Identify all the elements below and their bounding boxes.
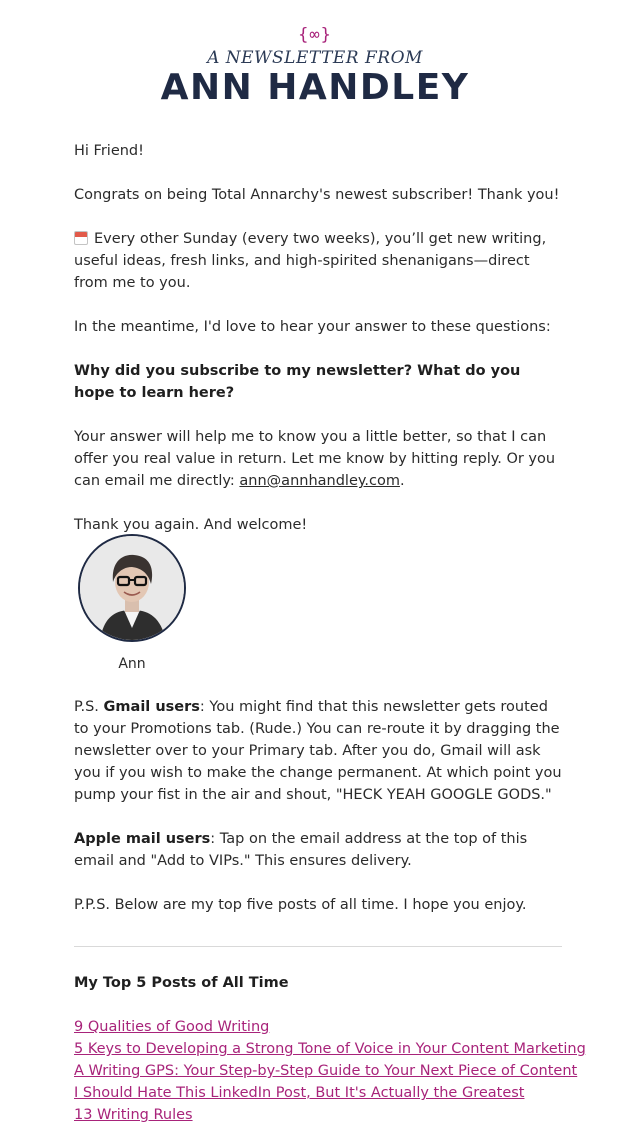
- greeting: Hi Friend!: [74, 143, 144, 159]
- post-link[interactable]: 13 Writing Rules: [74, 1107, 193, 1123]
- section-divider: [74, 946, 562, 947]
- thanks-text: Thank you again. And welcome!: [74, 517, 308, 533]
- meantime-text: In the meantime, I'd love to hear your answer to these questions:: [74, 319, 551, 335]
- answer-text: Your answer will help me to know you a little better, so that I can offer you real value in return. Let me know by hitting reply. Or you can email me directly:: [74, 429, 556, 489]
- calendar-icon: [74, 231, 88, 245]
- email-body: [74, 140, 562, 558]
- email-link[interactable]: ann@annhandley.com: [239, 473, 400, 489]
- post-link[interactable]: A Writing GPS: Your Step-by-Step Guide to Your Next Piece of Content: [74, 1063, 578, 1079]
- apple-label: Apple mail users: [74, 831, 211, 847]
- congrats-text: Congrats on being Total Annarchy's newest subscriber! Thank you!: [74, 187, 560, 203]
- signature-block: [76, 534, 188, 674]
- signature-name: Ann: [118, 656, 146, 672]
- postscript-section: [74, 696, 562, 938]
- gmail-label: Gmail users: [103, 699, 200, 715]
- glasses-logo-icon: {∞}: [298, 25, 332, 45]
- newsletter-tagline: A NEWSLETTER FROM: [207, 48, 423, 68]
- gmail-text: : You might find that this newsletter gets routed to your Promotions tab. (Rude.) You can re-route it by dragging the newsletter over to your Primary tab. After you do, Gmail will ask you if you wish to make the change permanent. At which point you pump your fist in the air and shout, "HECK YEAH GOOGLE GODS.": [74, 699, 562, 803]
- answer-period: .: [399, 473, 405, 489]
- portrait-image: [80, 536, 184, 640]
- apple-ps: [74, 828, 562, 872]
- brand-name: ANN HANDLEY: [160, 67, 470, 108]
- top-posts-section: [74, 972, 594, 1126]
- schedule-text: Every other Sunday (every two weeks), you’ll get new writing, useful ideas, fresh links, and high-spirited shenanigans—direct from me to you.: [74, 231, 547, 291]
- ps-prefix: P.S.: [74, 699, 104, 715]
- post-link[interactable]: 9 Qualities of Good Writing: [74, 1019, 270, 1035]
- post-link[interactable]: 5 Keys to Developing a Strong Tone of Voice in Your Content Marketing: [74, 1041, 586, 1057]
- post-link[interactable]: I Should Hate This LinkedIn Post, But It's Actually the Greatest: [74, 1085, 525, 1101]
- newsletter-header: [0, 24, 630, 107]
- question-paragraph: [74, 360, 562, 404]
- avatar: [78, 534, 186, 642]
- question-text: Why did you subscribe to my newsletter? What do you hope to learn here?: [74, 363, 521, 401]
- top-posts-title: My Top 5 Posts of All Time: [74, 975, 289, 991]
- pps-text: P.P.S. Below are my top five posts of all time. I hope you enjoy.: [74, 897, 527, 913]
- answer-paragraph: [74, 426, 562, 492]
- schedule-paragraph: [74, 228, 562, 294]
- apple-text: : Tap on the email address at the top of this email and "Add to VIPs." This ensures delivery.: [74, 831, 528, 869]
- gmail-ps: [74, 696, 562, 806]
